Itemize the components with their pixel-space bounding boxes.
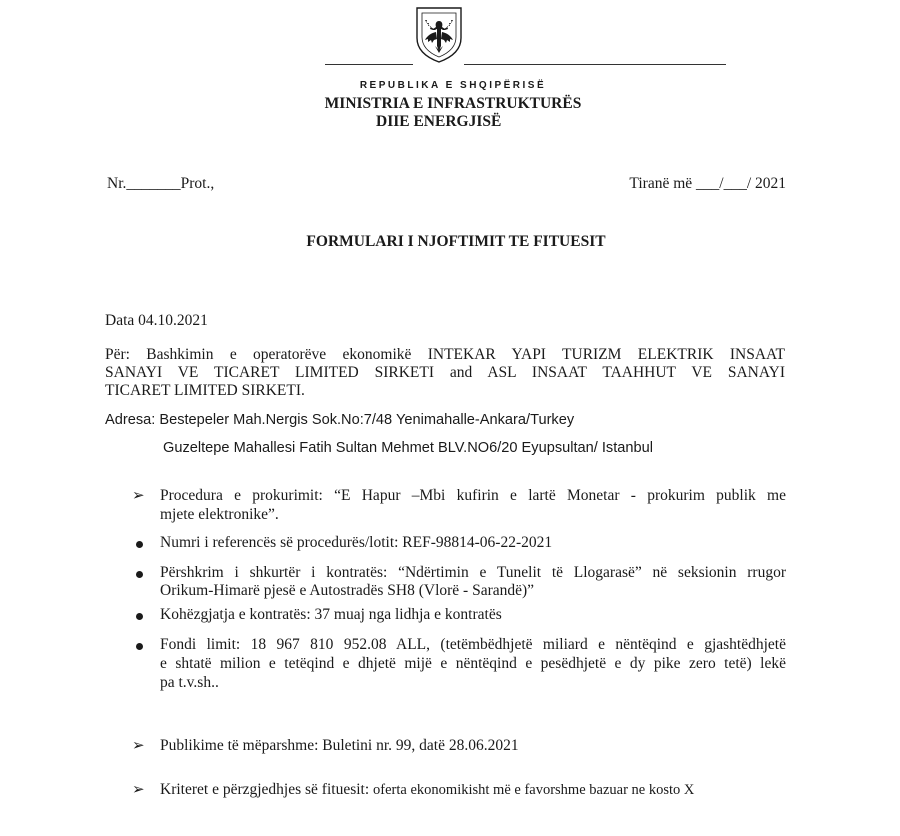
bullet-dot-icon (136, 571, 143, 578)
description-line-2: Orikum-Himarë pjesë e Autostradës SH8 (Vlorë - Sarandë)” (160, 582, 535, 599)
fund-line-3: pa t.v.sh.. (160, 674, 219, 691)
document-date: Data 04.10.2021 (105, 312, 208, 329)
contract-duration: Kohëzgjatja e kontratës: 37 muaj nga lidhja e kontratës (160, 606, 502, 623)
procedure-line-2: mjete elektronike”. (160, 506, 279, 523)
recipient-line-1: Për: Bashkimin e operatorëve ekonomikë INTEKAR YAPI TURIZM ELEKTRIK INSAAT (105, 346, 785, 363)
arrow-bullet-icon: ➢ (132, 488, 145, 504)
description-line-1: Përshkrim i shkurtër i kontratës: “Ndërtimin e Tunelit të Llogarasë” në seksionin rrugor (160, 564, 786, 581)
document-title: FORMULARI I NJOFTIMIT TE FITUESIT (306, 233, 606, 250)
header-rule-left (325, 64, 413, 65)
bullet-dot-icon (136, 541, 143, 548)
criteria-value: oferta ekonomikisht më e favorshme bazuar ne kosto X (373, 782, 695, 798)
arrow-bullet-icon: ➢ (132, 782, 145, 798)
directorate-heading: DIIE ENERGJISË (376, 113, 502, 130)
recipient-line-2: SANAYI VE TICARET LIMITED SIRKETI and ASL INSAAT TAAHHUT VE SANAYI (105, 364, 785, 381)
ministry-heading: MINISTRIA E INFRASTRUKTURËS (324, 95, 582, 112)
address-line-2: Guzeltepe Mahallesi Fatih Sultan Mehmet BLV.NO6/20 Eyupsultan/ Istanbul (163, 440, 653, 456)
albanian-emblem-icon (414, 6, 464, 64)
procedure-reference: Numri i referencës së procedurës/lotit: REF-98814-06-22-2021 (160, 534, 553, 551)
procedure-line-1: Procedura e prokurimit: “E Hapur –Mbi kufirin e lartë Monetar - prokurim publik me (160, 487, 786, 504)
recipient-line-3: TICARET LIMITED SIRKETI. (105, 382, 305, 399)
selection-criteria (160, 781, 694, 799)
place-date: Tiranë më ___/___/ 2021 (629, 175, 786, 192)
fund-line-2: e shtatë milion e tetëqind e dhjetë mijë e nëntëqind e pesëdhjetë e dy pike zero tetë) lekë (160, 655, 786, 672)
header-rule-right (464, 64, 726, 65)
bullet-dot-icon (136, 613, 143, 620)
criteria-label: Kriteret e përzgjedhjes së fituesit: (160, 781, 370, 798)
protocol-number: Nr._______Prot., (107, 175, 215, 192)
arrow-bullet-icon: ➢ (132, 738, 145, 754)
fund-line-1: Fondi limit: 18 967 810 952.08 ALL, (tetëmbëdhjetë miliard e nëntëqind e gjashtëdhjetë (160, 636, 786, 653)
address-line-1: Adresa: Bestepeler Mah.Nergis Sok.No:7/48 Yenimahalle-Ankara/Turkey (105, 412, 575, 428)
bullet-dot-icon (136, 643, 143, 650)
previous-publication: Publikime të mëparshme: Buletini nr. 99, datë 28.06.2021 (160, 737, 519, 754)
republic-heading: REPUBLIKA E SHQIPËRISË (359, 80, 547, 91)
